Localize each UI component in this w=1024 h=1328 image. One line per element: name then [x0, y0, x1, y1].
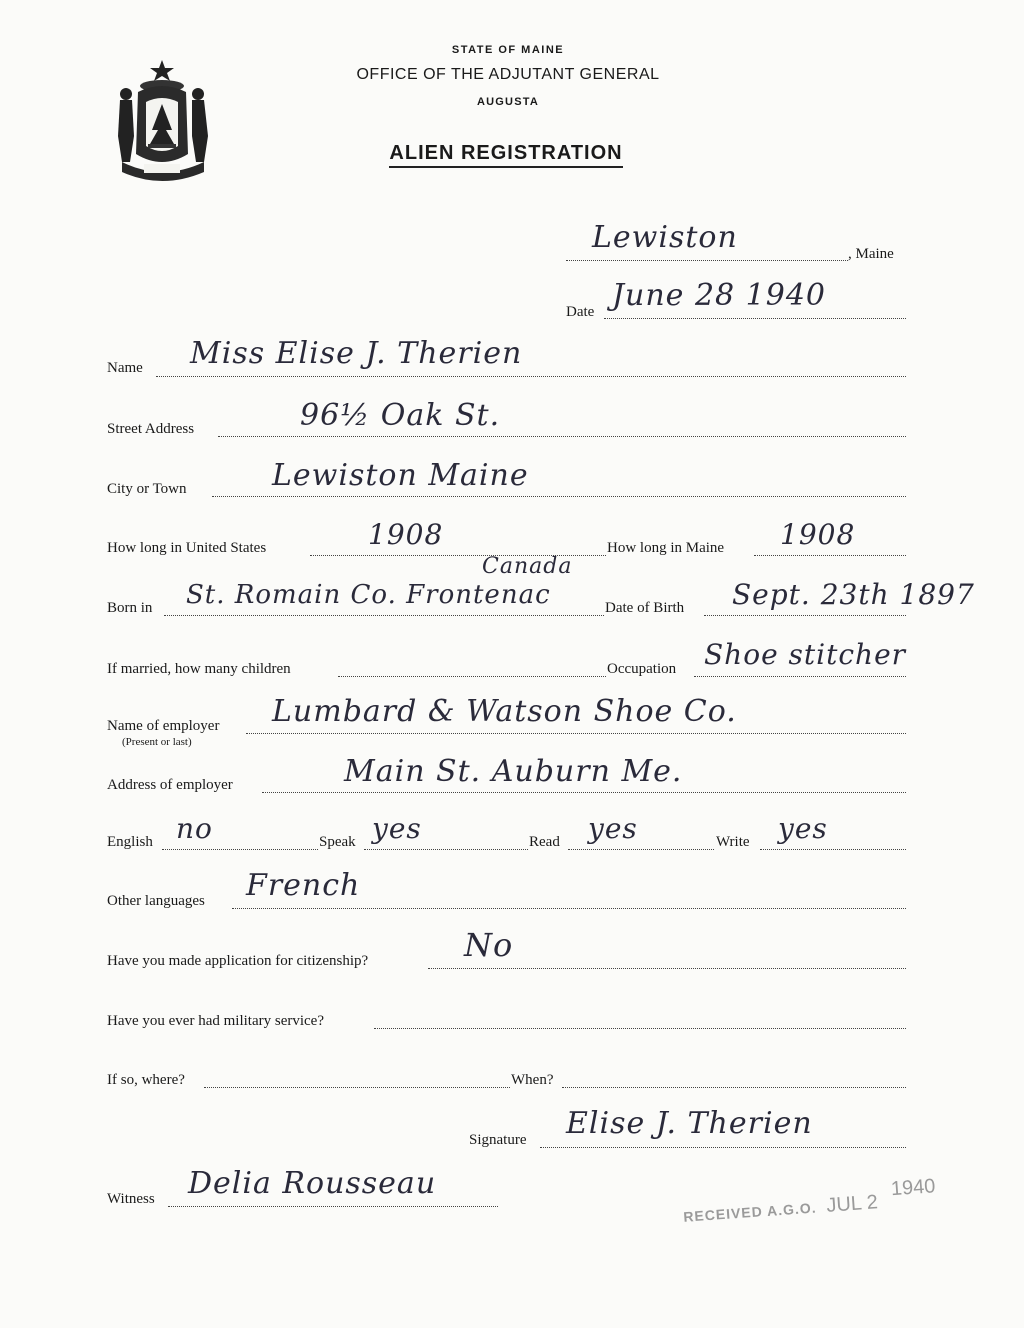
how-long-maine-line — [754, 555, 906, 556]
children-label: If married, how many children — [107, 661, 291, 677]
employer-address-entry[interactable]: Main St. Auburn Me. — [344, 754, 683, 789]
when-label: When? — [511, 1072, 554, 1088]
born-in-label: Born in — [107, 600, 153, 616]
read-label: Read — [529, 834, 560, 850]
stamp-received: RECEIVED A.G.O. — [682, 1199, 818, 1225]
city-entry[interactable]: Lewiston Maine — [272, 458, 529, 493]
citizenship-line — [428, 968, 906, 969]
date-of-birth-label: Date of Birth — [605, 600, 685, 616]
employer-name-entry[interactable]: Lumbard & Watson Shoe Co. — [272, 694, 737, 729]
state-heading: STATE OF MAINE — [451, 44, 565, 56]
military-label: Have you ever had military service? — [107, 1013, 324, 1029]
occupation-line — [694, 676, 906, 677]
born-in-entry[interactable]: St. Romain Co. Frontenac — [186, 580, 551, 610]
received-stamp — [682, 1175, 938, 1228]
form-title-text: ALIEN REGISTRATION — [389, 142, 622, 168]
write-label: Write — [716, 834, 750, 850]
military-line — [374, 1028, 906, 1029]
street-address-entry[interactable]: 96½ Oak St. — [300, 398, 501, 433]
read-line — [568, 849, 714, 850]
name-entry[interactable]: Miss Elise J. Therien — [190, 336, 523, 371]
employer-name-line — [246, 733, 906, 734]
other-languages-line — [232, 908, 906, 909]
other-languages-entry[interactable]: French — [246, 868, 361, 903]
employer-note: (Present or last) — [122, 736, 192, 748]
english-line — [162, 849, 318, 850]
office-heading: OFFICE OF THE ADJUTANT GENERAL — [356, 66, 660, 83]
date-of-birth-entry[interactable]: Sept. 23th 1897 — [732, 578, 975, 611]
other-languages-label: Other languages — [107, 893, 205, 909]
form-title — [0, 142, 1018, 165]
witness-entry[interactable]: Delia Rousseau — [188, 1166, 437, 1201]
how-long-us-label: How long in United States — [107, 540, 267, 556]
street-address-line — [218, 436, 906, 437]
citizenship-label: Have you made application for citizenship? — [107, 953, 369, 969]
city-heading: AUGUSTA — [477, 96, 539, 108]
town-line — [566, 260, 848, 261]
city-label: City or Town — [107, 481, 187, 497]
write-line — [760, 849, 906, 850]
speak-label: Speak — [319, 834, 356, 850]
born-in-country-entry[interactable]: Canada — [482, 554, 573, 579]
english-label: English — [107, 834, 153, 850]
stamp-date: JUL 2 — [825, 1191, 879, 1217]
signature-label: Signature — [469, 1132, 527, 1148]
where-line — [204, 1087, 510, 1088]
date-entry[interactable]: June 28 1940 — [612, 278, 827, 313]
witness-label: Witness — [107, 1191, 155, 1207]
name-label: Name — [107, 360, 143, 376]
read-entry[interactable]: yes — [588, 812, 638, 845]
born-in-line — [164, 615, 604, 616]
how-long-maine-entry[interactable]: 1908 — [780, 518, 856, 551]
street-address-label: Street Address — [107, 421, 195, 437]
employer-address-label: Address of employer — [107, 777, 233, 793]
stamp-year: 1940 — [890, 1175, 937, 1201]
date-of-birth-line — [704, 615, 906, 616]
employer-name-label: Name of employer — [107, 718, 220, 734]
maine-label: , Maine — [848, 246, 894, 262]
when-line — [562, 1087, 906, 1088]
date-line — [604, 318, 906, 319]
occupation-entry[interactable]: Shoe stitcher — [704, 638, 907, 671]
speak-entry[interactable]: yes — [372, 812, 422, 845]
speak-line — [364, 849, 528, 850]
town-entry[interactable]: Lewiston — [592, 220, 738, 255]
name-line — [156, 376, 906, 377]
occupation-label: Occupation — [607, 661, 677, 677]
english-entry[interactable]: no — [176, 812, 213, 845]
children-line — [338, 676, 606, 677]
city-line — [212, 496, 906, 497]
how-long-maine-label: How long in Maine — [607, 540, 725, 556]
how-long-us-entry[interactable]: 1908 — [368, 518, 444, 551]
witness-line — [168, 1206, 498, 1207]
where-label: If so, where? — [107, 1072, 185, 1088]
signature-entry[interactable]: Elise J. Therien — [566, 1106, 813, 1141]
signature-line — [540, 1147, 906, 1148]
employer-address-line — [262, 792, 906, 793]
date-label: Date — [566, 304, 595, 320]
write-entry[interactable]: yes — [778, 812, 828, 845]
citizenship-entry[interactable]: No — [464, 926, 514, 964]
